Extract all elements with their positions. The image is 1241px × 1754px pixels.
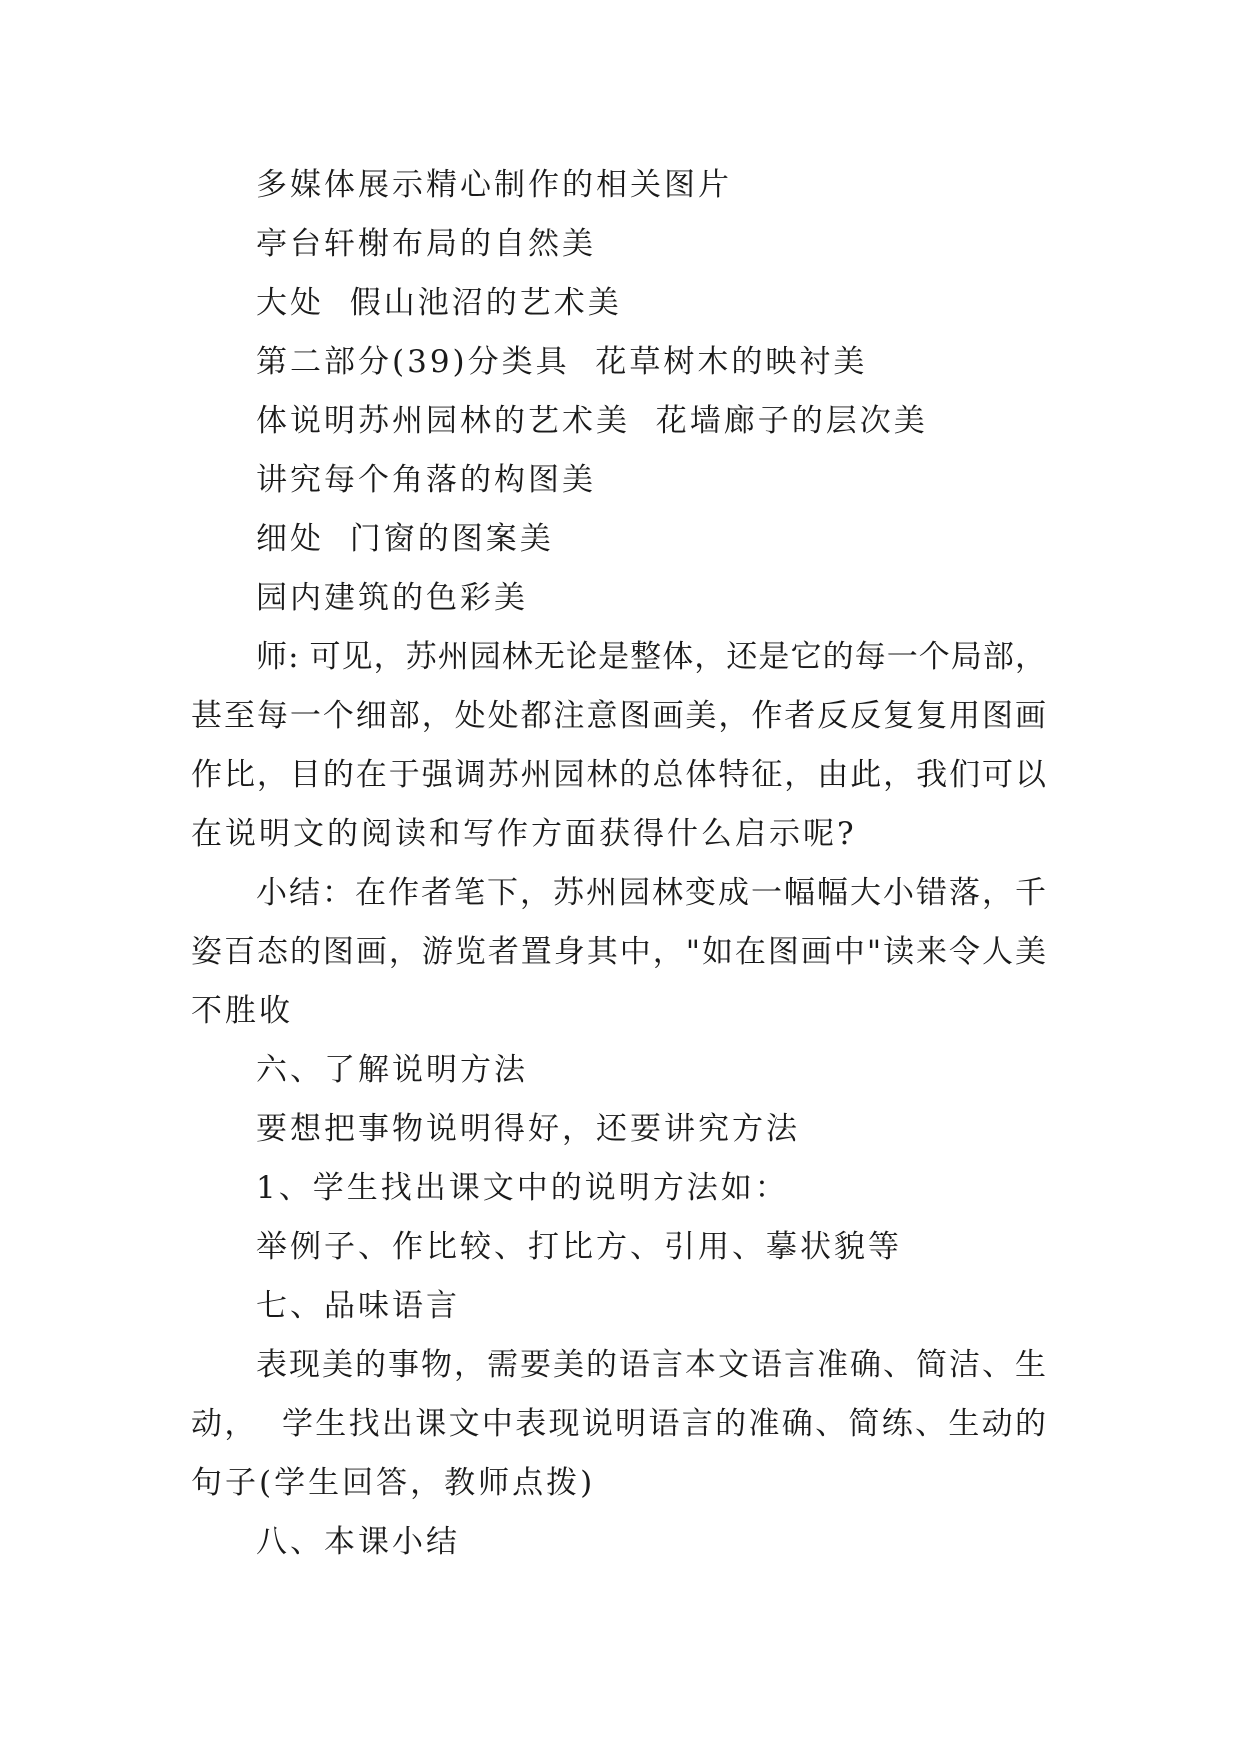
section-heading: 七、品味语言 <box>256 1288 460 1324</box>
text-line: 大处 假山池沼的艺术美 <box>256 285 622 321</box>
paragraph-line: 甚至每一个细部，处处都注意图画美，作者反反复复用图画 <box>191 698 1046 734</box>
text-line: 1、学生找出课文中的说明方法如： <box>256 1170 789 1206</box>
text-line: 举例子、作比较、打比方、引用、摹状貌等 <box>256 1229 902 1265</box>
text-line: 要想把事物说明得好，还要讲究方法 <box>256 1111 800 1147</box>
text-line: 多媒体展示精心制作的相关图片 <box>256 167 732 203</box>
text-line: 讲究每个角落的构图美 <box>256 462 596 498</box>
text-line: 第二部分(39)分类具 花草树木的映衬美 <box>256 344 868 380</box>
text-line: 亭台轩榭布局的自然美 <box>256 226 596 262</box>
paragraph-line: 在说明文的阅读和写作方面获得什么启示呢? <box>191 816 857 852</box>
paragraph-line: 表现美的事物，需要美的语言本文语言准确、简洁、生 <box>256 1347 1046 1383</box>
paragraph-line: 不胜收 <box>191 993 293 1029</box>
text-line: 园内建筑的色彩美 <box>256 580 528 616</box>
text-line: 细处 门窗的图案美 <box>256 521 554 557</box>
section-heading: 六、了解说明方法 <box>256 1052 528 1088</box>
paragraph-line: 小结：在作者笔下，苏州园林变成一幅幅大小错落，千 <box>256 875 1046 911</box>
section-heading: 八、本课小结 <box>256 1524 460 1560</box>
paragraph-line: 师: 可见，苏州园林无论是整体，还是它的每一个局部， <box>256 639 1046 675</box>
paragraph-line: 姿百态的图画，游览者置身其中，"如在图画中"读来令人美 <box>191 934 1046 970</box>
paragraph-line: 动， 学生找出课文中表现说明语言的准确、简练、生动的 <box>191 1406 1046 1442</box>
text-line: 体说明苏州园林的艺术美 花墙廊子的层次美 <box>256 403 928 439</box>
paragraph-line: 句子(学生回答，教师点拨) <box>191 1465 596 1501</box>
paragraph-line: 作比，目的在于强调苏州园林的总体特征，由此，我们可以 <box>191 757 1046 793</box>
